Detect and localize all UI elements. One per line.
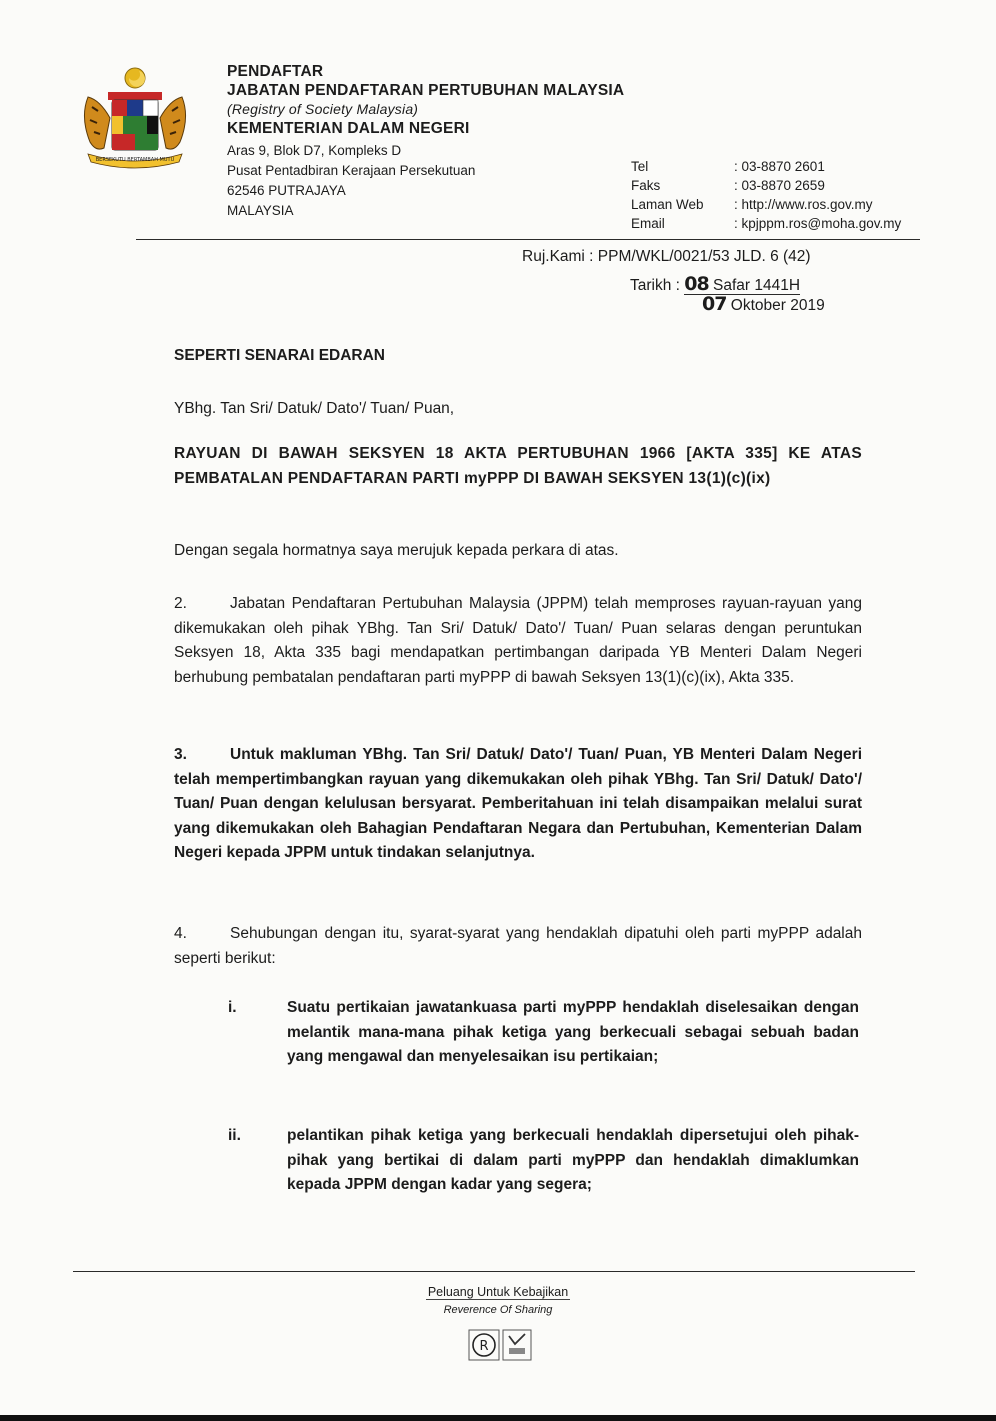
address-line: 62546 PUTRAJAYA [227, 183, 346, 198]
contact-row [631, 214, 901, 233]
contact-label: Email [631, 216, 665, 231]
letterhead-contacts [631, 157, 901, 233]
org-ministry: KEMENTERIAN DALAM NEGERI [227, 120, 470, 137]
scan-edge [0, 1415, 996, 1421]
date-label: Tarikh : [630, 277, 680, 294]
header-divider [136, 239, 920, 240]
paragraph-4 [174, 922, 862, 971]
date-hijri-rest: Safar 1441H [713, 277, 801, 294]
malaysia-coat-of-arms-icon [70, 62, 200, 172]
contact-label: Tel [631, 159, 649, 174]
contact-row [631, 195, 901, 214]
address-line: Aras 9, Blok D7, Kompleks D [227, 143, 402, 158]
letterhead-organisation [227, 62, 624, 138]
org-english-name: (Registry of Society Malaysia) [227, 101, 419, 117]
contact-value: : http://www.ros.gov.my [734, 197, 873, 212]
date-gregorian-rest: Oktober 2019 [730, 297, 825, 314]
date-hijri [630, 273, 800, 295]
list-item-text: Suatu pertikaian jawatankuasa parti myPPP hendaklah diselesaikan dengan melantik mana-mana pihak ketiga yang berkecuali sebagai sebuah badan yang mengawal dan menyelesaikan isu pertikaian; [287, 999, 859, 1065]
org-title: PENDAFTAR [227, 63, 324, 80]
contact-label: Laman Web [631, 197, 704, 212]
paragraph-number: 2. [174, 595, 187, 612]
date-gregorian [702, 293, 825, 315]
footer-motto-english: Reverence Of Sharing [443, 1304, 553, 1316]
handwritten-day: 08 [684, 273, 709, 295]
paragraph-3 [174, 743, 862, 866]
paragraph-number: 3. [174, 746, 187, 763]
contact-row [631, 157, 901, 176]
reference-number: Ruj.Kami : PPM/WKL/0021/53 JLD. 6 (42) [522, 248, 811, 265]
paragraph-text: Jabatan Pendaftaran Pertubuhan Malaysia (JPPM) telah memproses rayuan-rayuan yang dikemukakan oleh pihak YBhg. Tan Sri/ Datuk/ Dato'/ Tuan/ Puan selaras dengan peruntukan Seksyen 18, Akta 335 bagi mendapatkan pertimbangan daripada YB Menteri Dalam Negeri berhubung pembatalan pendaftaran parti myPPP di bawah Seksyen 13(1)(c)(ix), Akta 335. [174, 595, 862, 686]
contact-row [631, 176, 901, 195]
list-item-number: i. [228, 999, 237, 1016]
paragraph-number: 4. [174, 925, 187, 942]
footer-divider [73, 1271, 915, 1272]
footer-motto [0, 1285, 996, 1299]
handwritten-day: 07 [702, 293, 727, 315]
list-item-number: ii. [228, 1127, 241, 1144]
recipient: SEPERTI SENARAI EDARAN [174, 347, 385, 364]
contact-label: Faks [631, 178, 661, 193]
svg-text:BERSEKUTU BERTAMBAH MUTU: BERSEKUTU BERTAMBAH MUTU [95, 157, 175, 163]
org-department: JABATAN PENDAFTARAN PERTUBUHAN MALAYSIA [227, 82, 625, 99]
contact-value: : 03-8870 2659 [734, 178, 825, 193]
salutation: YBhg. Tan Sri/ Datuk/ Dato'/ Tuan/ Puan, [174, 400, 455, 417]
list-item-text: pelantikan pihak ketiga yang berkecuali hendaklah dipersetujui oleh pihak-pihak yang bertikai di dalam parti myPPP dan hendaklah dimaklumkan kepada JPPM dengan kadar yang segera; [287, 1127, 859, 1193]
paragraph-text: Untuk makluman YBhg. Tan Sri/ Datuk/ Dato'/ Tuan/ Puan, YB Menteri Dalam Negeri telah mempertimbangkan rayuan yang dikemukakan oleh pihak YBhg. Tan Sri/ Datuk/ Dato'/ Tuan/ Puan dengan kelulusan bersyarat. Pemberitahuan ini telah disampaikan melalui surat yang dikemukakan oleh Bahagian Pendaftaran Negara dan Pertubuhan, Kementerian Dalam Negeri kepada JPPM untuk tindakan selanjutnya. [174, 746, 862, 861]
subject: RAYUAN DI BAWAH SEKSYEN 18 AKTA PERTUBUHAN 1966 [AKTA 335] KE ATAS PEMBATALAN PENDAFTARAN PARTI myPPP DI BAWAH SEKSYEN 13(1)(c)(ix) [174, 445, 862, 487]
certification-badges-icon [465, 1326, 535, 1364]
address-line: Pusat Pentadbiran Kerajaan Persekutuan [227, 163, 476, 178]
paragraph-1: Dengan segala hormatnya saya merujuk kepada perkara di atas. [174, 542, 619, 559]
letterhead-address [227, 141, 475, 221]
paragraph-text: Sehubungan dengan itu, syarat-syarat yang hendaklah dipatuhi oleh parti myPPP adalah seperti berikut: [174, 925, 862, 967]
address-line: MALAYSIA [227, 203, 294, 218]
contact-value: : kpjppm.ros@moha.gov.my [734, 216, 902, 231]
paragraph-2 [174, 592, 862, 690]
contact-value: : 03-8870 2601 [734, 159, 825, 174]
svg-text:R: R [479, 1339, 489, 1354]
footer-motto-text: Peluang Untuk Kebajikan [427, 1285, 569, 1299]
